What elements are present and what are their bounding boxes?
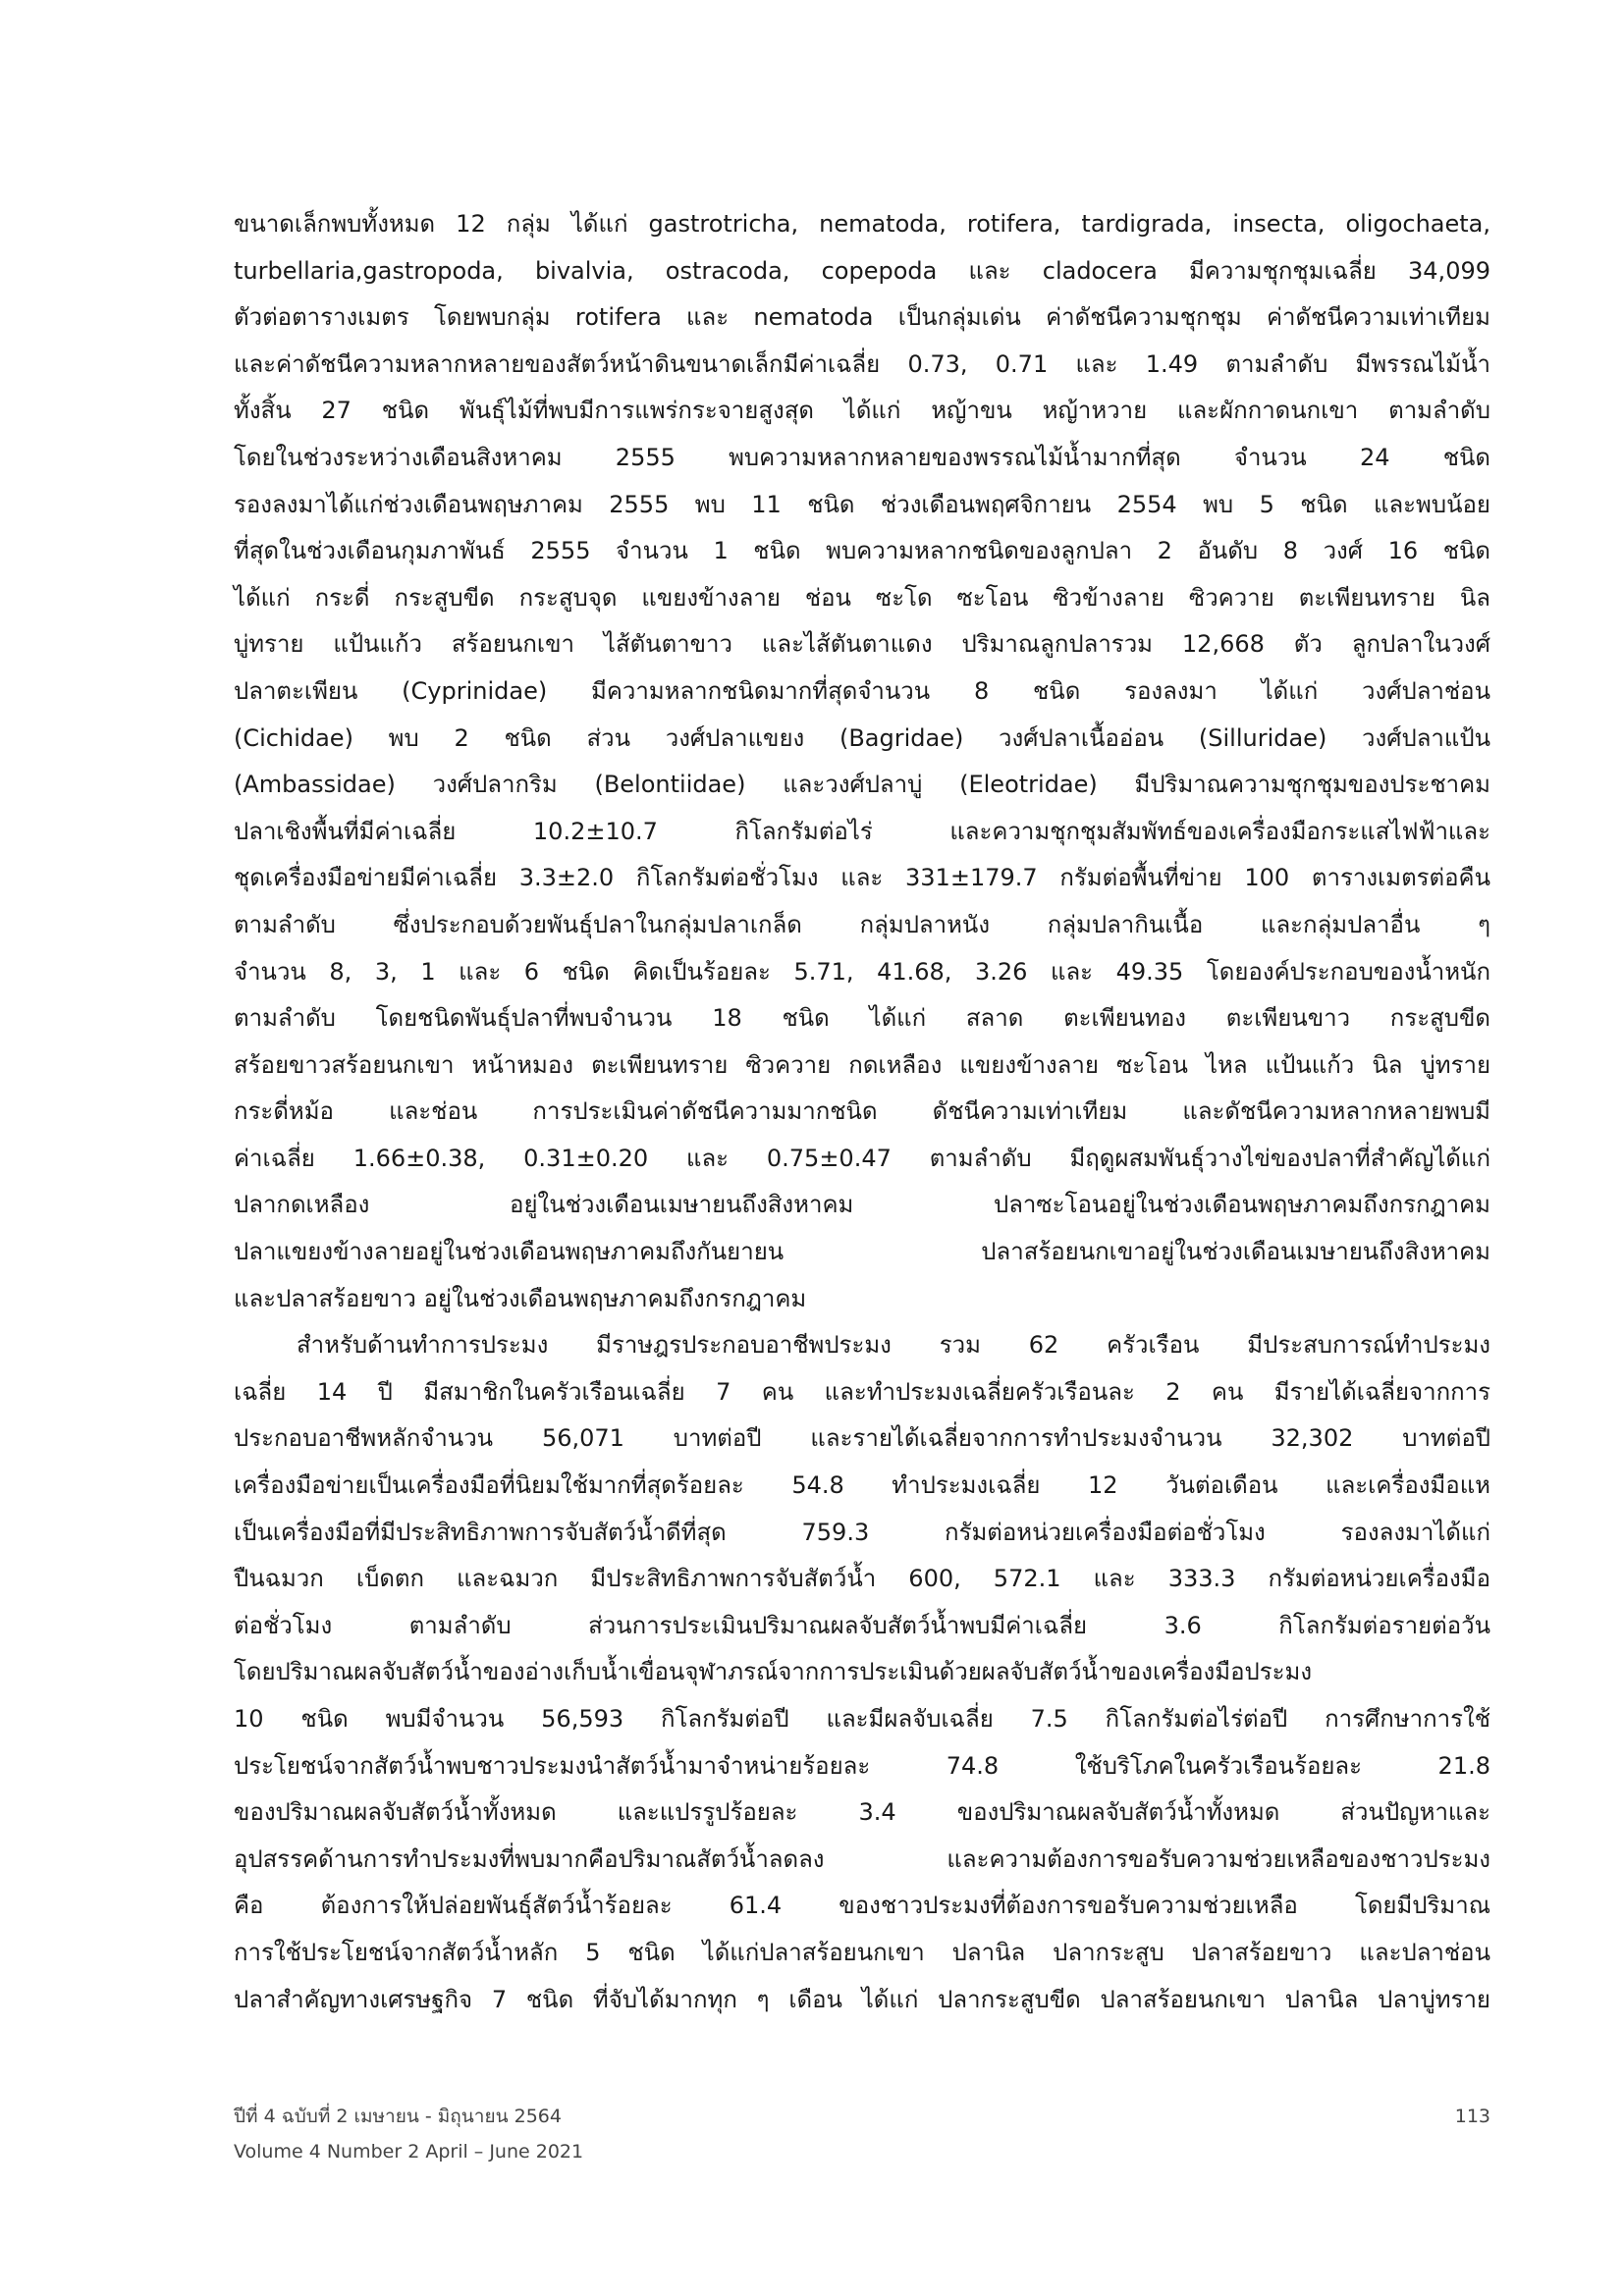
page-footer	[234, 2099, 1490, 2169]
text-line: รองลงมาได้แก่ช่วงเดือนพฤษภาคม 2555 พบ 11 ชนิด ช่วงเดือนพฤศจิกายน 2554 พบ 5 ชนิด และพบน้อย	[234, 490, 1490, 518]
text-line: turbellaria,gastropoda, bivalvia, ostracoda, copepoda และ cladocera มีความชุกชุมเฉลี่ย 34,099	[234, 256, 1490, 285]
text-line: ปลาแขยงข้างลายอยู่ในช่วงเดือนพฤษภาคมถึงกันยายน ปลาสร้อยนกเขาอยู่ในช่วงเดือนเมษายนถึงสิงหาคม	[234, 1238, 1490, 1266]
text-line: โดยปริมาณผลจับสัตว์น้ำของอ่างเก็บน้ำเขื่อนจุฬาภรณ์จากการประเมินด้วยผลจับสัตว์น้ำของเครื่องมือประมง	[234, 1658, 1313, 1686]
text-line: ปลาตะเพียน (Cyprinidae) มีความหลากชนิดมากที่สุดจำนวน 8 ชนิด รองลงมา ได้แก่ วงศ์ปลาช่อน	[234, 676, 1490, 705]
text-line: ตัวต่อตารางเมตร โดยพบกลุ่ม rotifera และ nematoda เป็นกลุ่มเด่น ค่าดัชนีความชุกชุม ค่าดัชนีความเท่าเทียม	[234, 303, 1490, 332]
issue-info-english: Volume 4 Number 2 April – June 2021	[234, 2141, 584, 2163]
text-line: ของปริมาณผลจับสัตว์น้ำทั้งหมด และแปรรูปร้อยละ 3.4 ของปริมาณผลจับสัตว์น้ำทั้งหมด ส่วนปัญหาและ	[234, 1798, 1490, 1827]
text-line: และปลาสร้อยขาว อยู่ในช่วงเดือนพฤษภาคมถึงกรกฎาคม	[234, 1284, 807, 1312]
text-line: ชุดเครื่องมือข่ายมีค่าเฉลี่ย 3.3±2.0 กิโลกรัมต่อชั่วโมง และ 331±179.7 กรัมต่อพื้นที่ข่าย 100 ตารางเมตรต่อคืน	[234, 864, 1490, 892]
text-line: ปลากดเหลือง อยู่ในช่วงเดือนเมษายนถึงสิงหาคม ปลาซะโอนอยู่ในช่วงเดือนพฤษภาคมถึงกรกฎาคม	[234, 1191, 1490, 1219]
page-number: 113	[1454, 2106, 1490, 2127]
text-line: ตามลำดับ ซึ่งประกอบด้วยพันธุ์ปลาในกลุ่มปลาเกล็ด กลุ่มปลาหนัง กลุ่มปลากินเนื้อ และกลุ่มปลาอื่น ๆ	[234, 910, 1490, 938]
text-line: เป็นเครื่องมือที่มีประสิทธิภาพการจับสัตว์น้ำดีที่สุด 759.3 กรัมต่อหน่วยเครื่องมือต่อชั่วโมง รองลงมาได้แก่	[234, 1518, 1490, 1546]
text-line: สำหรับด้านทำการประมง มีราษฎรประกอบอาชีพประมง รวม 62 ครัวเรือน มีประสบการณ์ทำประมง	[297, 1331, 1490, 1360]
text-line: และค่าดัชนีความหลากหลายของสัตว์หน้าดินขนาดเล็กมีค่าเฉลี่ย 0.73, 0.71 และ 1.49 ตามลำดับ มีพรรณไม้น้ำ	[234, 349, 1490, 378]
text-line: กระดี่หม้อ และช่อน การประเมินค่าดัชนีความมากชนิด ดัชนีความเท่าเทียม และดัชนีความหลากหลายพบมี	[234, 1097, 1490, 1126]
text-line: ตามลำดับ โดยชนิดพันธุ์ปลาที่พบจำนวน 18 ชนิด ได้แก่ สลาด ตะเพียนทอง ตะเพียนขาว กระสูบขีด	[234, 1004, 1490, 1033]
text-line: เฉลี่ย 14 ปี มีสมาชิกในครัวเรือนเฉลี่ย 7 คน และทำประมงเฉลี่ยครัวเรือนละ 2 คน มีรายได้เฉลี่ยจากการ	[234, 1377, 1490, 1406]
text-line: อุปสรรคด้านการทำประมงที่พบมากคือปริมาณสัตว์น้ำลดลง และความต้องการขอรับความช่วยเหลือของชาวประมง	[234, 1844, 1490, 1873]
text-line: ค่าเฉลี่ย 1.66±0.38, 0.31±0.20 และ 0.75±0.47 ตามลำดับ มีฤดูผสมพันธุ์วางไข่ของปลาที่สำคัญได้แก่	[234, 1144, 1490, 1172]
text-line: จำนวน 8, 3, 1 และ 6 ชนิด คิดเป็นร้อยละ 5.71, 41.68, 3.26 และ 49.35 โดยองค์ประกอบของน้ำหนัก	[234, 957, 1490, 986]
text-line: ขนาดเล็กพบทั้งหมด 12 กลุ่ม ได้แก่ gastrotricha, nematoda, rotifera, tardigrada, insecta, oligochaeta,	[234, 210, 1490, 238]
text-line: คือ ต้องการให้ปล่อยพันธุ์สัตว์น้ำร้อยละ 61.4 ของชาวประมงที่ต้องการขอรับความช่วยเหลือ โดยมีปริมาณ	[234, 1892, 1490, 1920]
text-line: ประโยชน์จากสัตว์น้ำพบชาวประมงนำสัตว์น้ำมาจำหน่ายร้อยละ 74.8 ใช้บริโภคในครัวเรือนร้อยละ 21.8	[234, 1751, 1490, 1780]
text-line: ปลาสำคัญทางเศรษฐกิจ 7 ชนิด ที่จับได้มากทุก ๆ เดือน ได้แก่ ปลากระสูบขีด ปลาสร้อยนกเขา ปลานิล ปลาบู่ทราย	[234, 1985, 1490, 2013]
text-line: (Ambassidae) วงศ์ปลากริม (Belontiidae) และวงศ์ปลาบู่ (Eleotridae) มีปริมาณความชุกชุมของประชาคม	[234, 771, 1490, 799]
text-line: ปลาเชิงพื้นที่มีค่าเฉลี่ย 10.2±10.7 กิโลกรัมต่อไร่ และความชุกชุมสัมพัทธ์ของเครื่องมือกระแสไฟฟ้าและ	[234, 817, 1490, 845]
text-line: เครื่องมือข่ายเป็นเครื่องมือที่นิยมใช้มากที่สุดร้อยละ 54.8 ทำประมงเฉลี่ย 12 วันต่อเดือน และเครื่องมือแห	[234, 1471, 1490, 1500]
text-line: บู่ทราย แป้นแก้ว สร้อยนกเขา ไส้ตันตาขาว และไส้ตันตาแดง ปริมาณลูกปลารวม 12,668 ตัว ลูกปลาในวงศ์	[234, 630, 1490, 659]
text-line: ที่สุดในช่วงเดือนกุมภาพันธ์ 2555 จำนวน 1 ชนิด พบความหลากชนิดของลูกปลา 2 อันดับ 8 วงศ์ 16 ชนิด	[234, 537, 1490, 565]
body-text	[234, 201, 1490, 2023]
text-line: ต่อชั่วโมง ตามลำดับ ส่วนการประเมินปริมาณผลจับสัตว์น้ำพบมีค่าเฉลี่ย 3.6 กิโลกรัมต่อรายต่อวัน	[234, 1611, 1490, 1639]
text-line: (Cichidae) พบ 2 ชนิด ส่วน วงศ์ปลาแขยง (Bagridae) วงศ์ปลาเนื้ออ่อน (Silluridae) วงศ์ปลาแป้น	[234, 723, 1490, 752]
text-line: 10 ชนิด พบมีจำนวน 56,593 กิโลกรัมต่อปี และมีผลจับเฉลี่ย 7.5 กิโลกรัมต่อไร่ต่อปี การศึกษาการใช้	[234, 1705, 1490, 1733]
text-line: สร้อยขาวสร้อยนกเขา หน้าหมอง ตะเพียนทราย ซิวควาย กดเหลือง แขยงข้างลาย ซะโอน ไหล แป้นแก้ว นิล บู่ทราย	[234, 1050, 1490, 1079]
text-line: การใช้ประโยชน์จากสัตว์น้ำหลัก 5 ชนิด ได้แก่ปลาสร้อยนกเขา ปลานิล ปลากระสูบ ปลาสร้อยขาว และปลาช่อน	[234, 1938, 1490, 1966]
issue-info-thai: ปีที่ 4 ฉบับที่ 2 เมษายน - มิถุนายน 2564	[234, 2106, 562, 2127]
text-line: ประกอบอาชีพหลักจำนวน 56,071 บาทต่อปี และรายได้เฉลี่ยจากการทำประมงจำนวน 32,302 บาทต่อปี	[234, 1424, 1490, 1453]
text-line: ปืนฉมวก เบ็ดตก และฉมวก มีประสิทธิภาพการจับสัตว์น้ำ 600, 572.1 และ 333.3 กรัมต่อหน่วยเครื่องมือ	[234, 1565, 1490, 1593]
text-line: โดยในช่วงระหว่างเดือนสิงหาคม 2555 พบความหลากหลายของพรรณไม้น้ำมากที่สุด จำนวน 24 ชนิด	[234, 443, 1490, 471]
text-line: ได้แก่ กระดี่ กระสูบขีด กระสูบจุด แขยงข้างลาย ช่อน ซะโด ซะโอน ซิวข้างลาย ซิวควาย ตะเพียนทราย นิล	[234, 583, 1490, 612]
text-line: ทั้งสิ้น 27 ชนิด พันธุ์ไม้ที่พบมีการแพร่กระจายสูงสุด ได้แก่ หญ้าขน หญ้าหวาย และผักกาดนกเขา ตามลำดับ	[234, 397, 1490, 425]
